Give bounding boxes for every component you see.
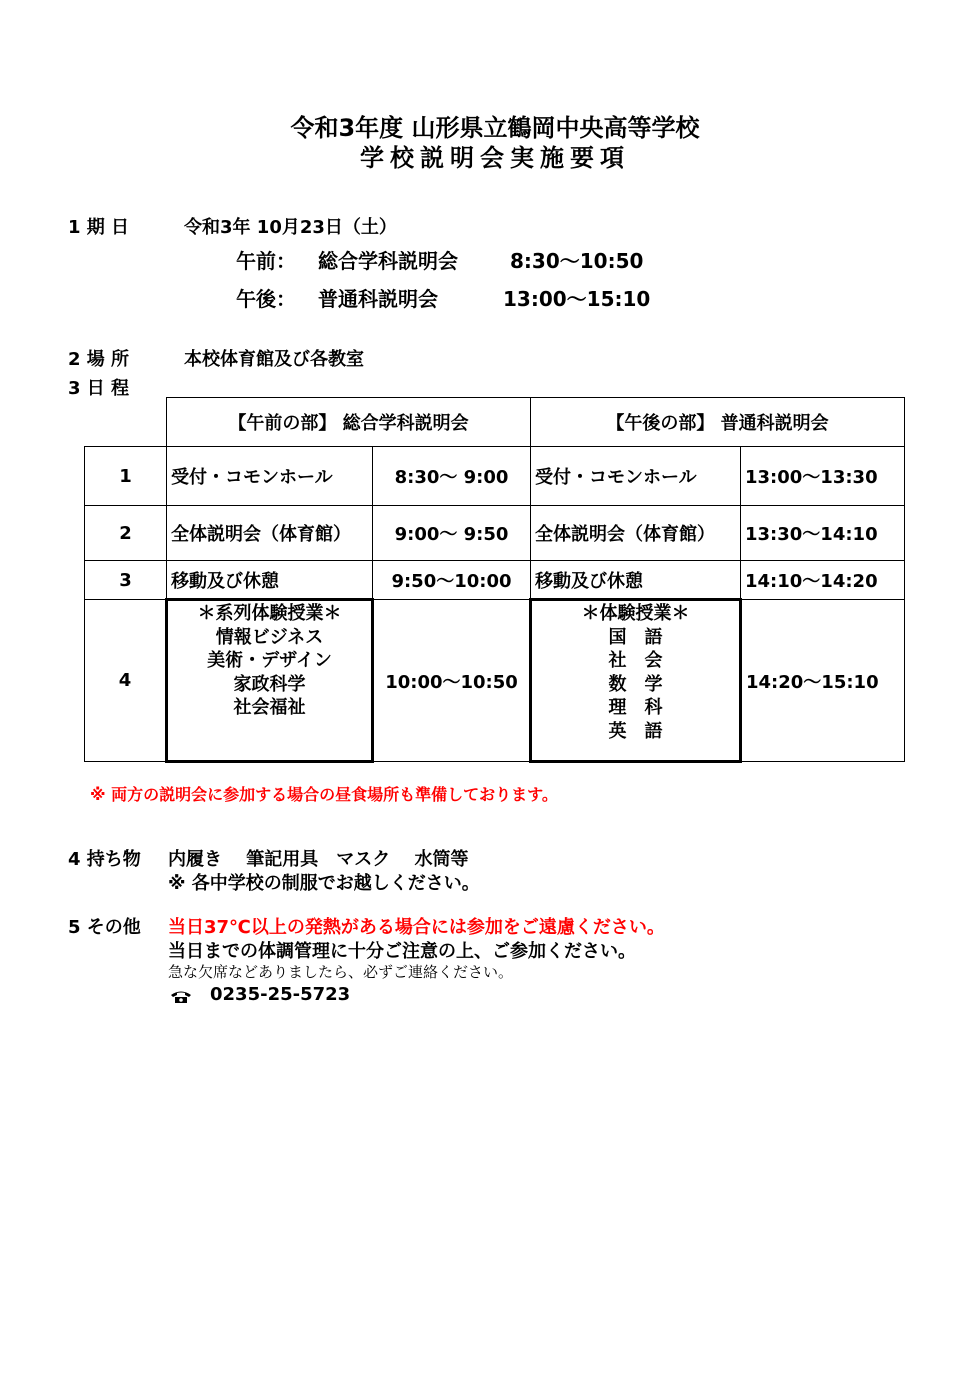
row-number: 2	[85, 506, 167, 561]
phone-line	[170, 984, 350, 1005]
pm-time-cell: 14:20〜15:10	[741, 600, 905, 762]
am-class-line: 家政科学	[233, 673, 306, 695]
am-class-line: 情報ビジネス	[215, 626, 324, 648]
header-am: 【午前の部】 総合学科説明会	[167, 398, 531, 447]
row-number: 3	[85, 561, 167, 600]
items-value: 内履き 筆記用具 マスク 水筒等	[168, 849, 469, 870]
am-activity: 移動及び休憩	[167, 561, 373, 600]
fever-warning: 当日37℃以上の発熱がある場合には参加をご遠慮ください。	[168, 917, 665, 938]
title-line-2: 学校説明会実施要項	[360, 144, 630, 172]
pm-activity: 受付・コモンホール	[531, 447, 741, 506]
items-label: 4 持ち物	[68, 849, 141, 870]
am-class-line: 社会福祉	[233, 697, 306, 718]
am-time-cell: 9:00〜 9:50	[373, 506, 531, 561]
am-label: 午前：	[236, 249, 296, 273]
title-line-1: 令和3年度 山形県立鶴岡中央高等学校	[290, 114, 700, 142]
table-row	[85, 600, 905, 762]
schedule-label: 3 日 程	[68, 378, 130, 399]
absence-note-text: 急な欠席などありましたら、必ずご連絡ください。	[168, 963, 514, 981]
table-row	[85, 506, 905, 561]
items-note: ※ 各中学校の制服でお越しください。	[168, 873, 480, 894]
pm-label: 午後：	[236, 287, 296, 311]
pm-class-line: 数 学	[608, 673, 663, 695]
am-time-cell: 9:50〜10:00	[373, 561, 531, 600]
pm-experience-classes	[531, 600, 741, 762]
am-activity: 全体説明会（体育館）	[167, 506, 373, 561]
header-pm: 【午後の部】 普通科説明会	[531, 398, 905, 447]
am-time-cell: 10:00〜10:50	[373, 600, 531, 762]
am-time-cell: 8:30〜 9:00	[373, 447, 531, 506]
row-number: 4	[85, 600, 167, 762]
table-header-row	[85, 398, 905, 447]
lunch-note: ※ 両方の説明会に参加する場合の昼食場所も準備しております。	[90, 785, 558, 804]
phone-number: 0235-25-5723	[210, 984, 351, 1005]
am-activity: 受付・コモンホール	[167, 447, 373, 506]
absence-note	[168, 961, 513, 982]
pm-class-line: 理 科	[608, 697, 663, 718]
other-label: 5 その他	[68, 917, 141, 938]
pm-class-line: 英 語	[608, 720, 663, 742]
pm-time: 13:00〜15:10	[503, 287, 651, 311]
pm-time-cell: 14:10〜14:20	[741, 561, 905, 600]
pm-class-line: 社 会	[608, 650, 663, 671]
pm-class-line: 国 語	[608, 626, 663, 648]
pm-activity: 全体説明会（体育館）	[531, 506, 741, 561]
pm-time-cell: 13:00〜13:30	[741, 447, 905, 506]
pm-event: 普通科説明会	[318, 287, 438, 311]
pm-activity: 移動及び休憩	[531, 561, 741, 600]
schedule-table	[84, 397, 905, 763]
am-class-line: 美術・デザイン	[207, 650, 332, 671]
place-label: 2 場 所	[68, 349, 130, 370]
am-time: 8:30〜10:50	[510, 249, 644, 273]
place-value: 本校体育館及び各教室	[184, 349, 364, 370]
header-blank-cell	[85, 398, 167, 447]
telephone-icon	[170, 988, 192, 1002]
am-class-line: ＊系列体験授業＊	[197, 603, 342, 624]
table-row	[85, 447, 905, 506]
pm-time-cell: 13:30〜14:10	[741, 506, 905, 561]
table-row	[85, 561, 905, 600]
row-number: 1	[85, 447, 167, 506]
pm-class-line: ＊体験授業＊	[581, 603, 690, 624]
am-event: 総合学科説明会	[318, 249, 458, 273]
health-note: 当日までの体調管理に十分ご注意の上、ご参加ください。	[168, 941, 636, 962]
date-label: 1 期 日	[68, 217, 130, 238]
date-value: 令和3年 10月23日（土）	[184, 217, 397, 238]
am-experience-classes	[167, 600, 373, 762]
